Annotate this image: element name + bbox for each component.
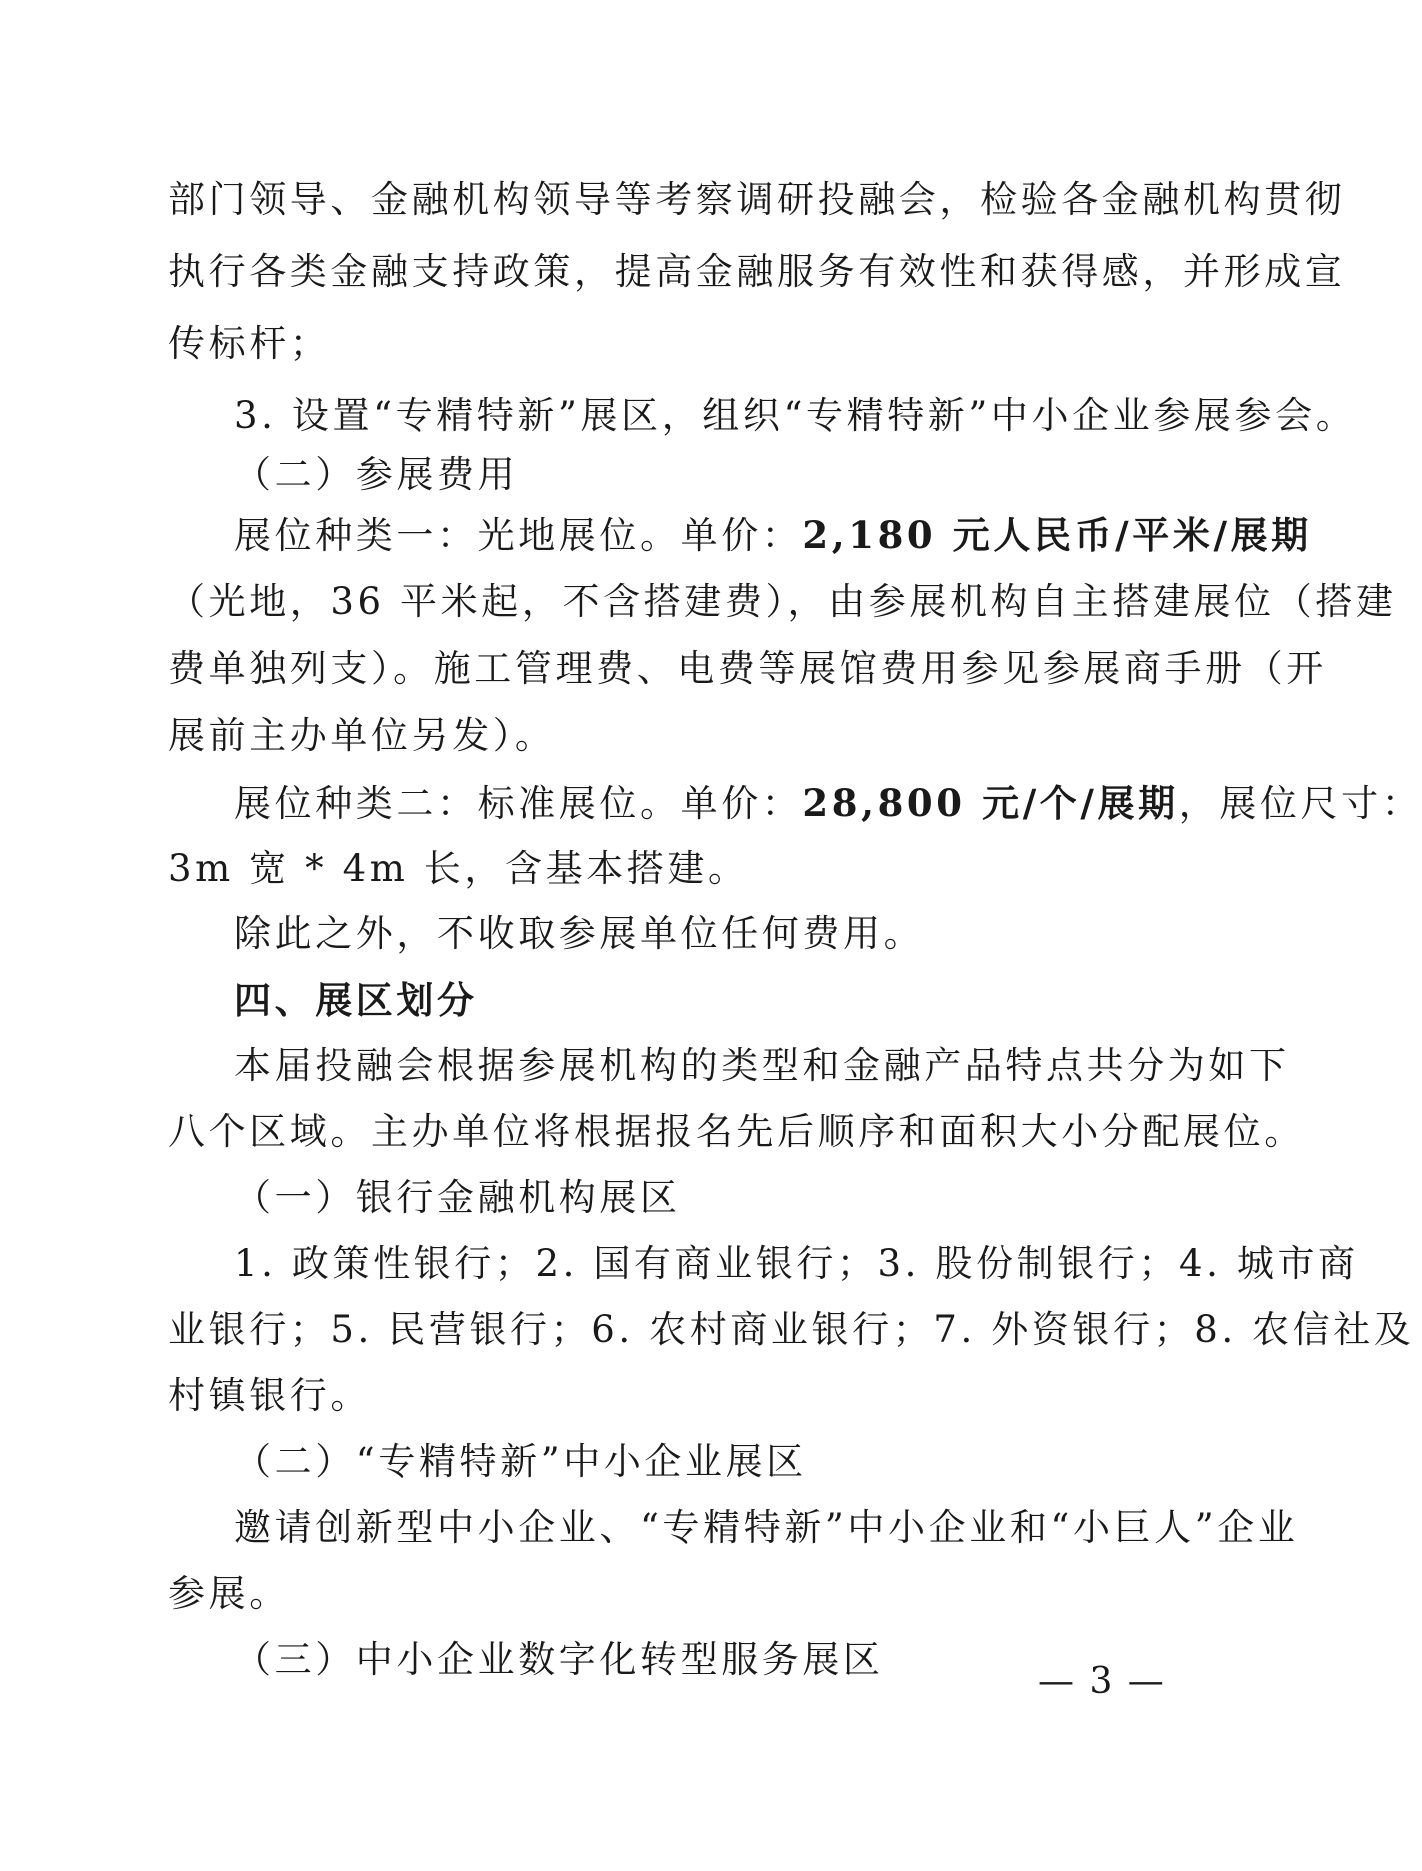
paragraph-line: 3m 宽 * 4m 长，含基本搭建。 [168,847,749,890]
paragraph-line: 展前主办单位另发）。 [168,714,556,757]
chapter-heading: 四、展区划分 [234,978,478,1022]
paragraph-line: 执行各类金融支持政策，提高金融服务有效性和获得感，并形成宣 [168,250,1346,293]
paragraph-line: 八个区域。主办单位将根据报名先后顺序和面积大小分配展位。 [168,1110,1305,1153]
paragraph-line [234,779,1422,828]
paragraph-line: （光地，36 平米起，不含搭建费），由参展机构自主搭建展位（搭建 [168,580,1397,623]
paragraph-line [234,511,1312,560]
section-heading: （三）中小企业数字化转型服务展区 [234,1638,884,1681]
page-number: — 3 — [1038,1661,1166,1702]
section-heading: （二）参展费用 [234,453,519,496]
paragraph-line: 除此之外，不收取参展单位任何费用。 [234,912,925,955]
section-heading: （一）银行金融机构展区 [234,1176,681,1219]
paragraph-line: 业银行；5. 民营银行；6. 农村商业银行；7. 外资银行；8. 农信社及 [168,1308,1415,1351]
booth-type-one-price: 2,180 元人民币/平米/展期 [802,513,1312,557]
booth-type-one-text: 展位种类一：光地展位。单价： [234,514,803,557]
booth-size-label: ，展位尺寸： [1178,782,1422,825]
paragraph-line: 部门领导、金融机构领导等考察调研投融会，检验各金融机构贯彻 [168,178,1346,221]
paragraph-line: 3. 设置“专精特新”展区，组织“专精特新”中小企业参展参会。 [234,394,1357,437]
paragraph-line: 邀请创新型中小企业、“专精特新”中小企业和“小巨人”企业 [234,1506,1299,1549]
booth-type-two-price: 28,800 元/个/展期 [802,781,1179,825]
paragraph-line: 本届投融会根据参展机构的类型和金融产品特点共分为如下 [234,1044,1290,1087]
booth-type-two-text: 展位种类二：标准展位。单价： [234,782,803,825]
section-heading: （二）“专精特新”中小企业展区 [234,1440,807,1483]
paragraph-line: 村镇银行。 [168,1374,371,1417]
paragraph-line: 参展。 [168,1572,290,1615]
paragraph-line: 费单独列支）。施工管理费、电费等展馆费用参见参展商手册（开 [168,647,1327,690]
paragraph-line: 传标杆； [168,322,331,365]
paragraph-line: 1. 政策性银行；2. 国有商业银行；3. 股份制银行；4. 城市商 [234,1242,1359,1285]
